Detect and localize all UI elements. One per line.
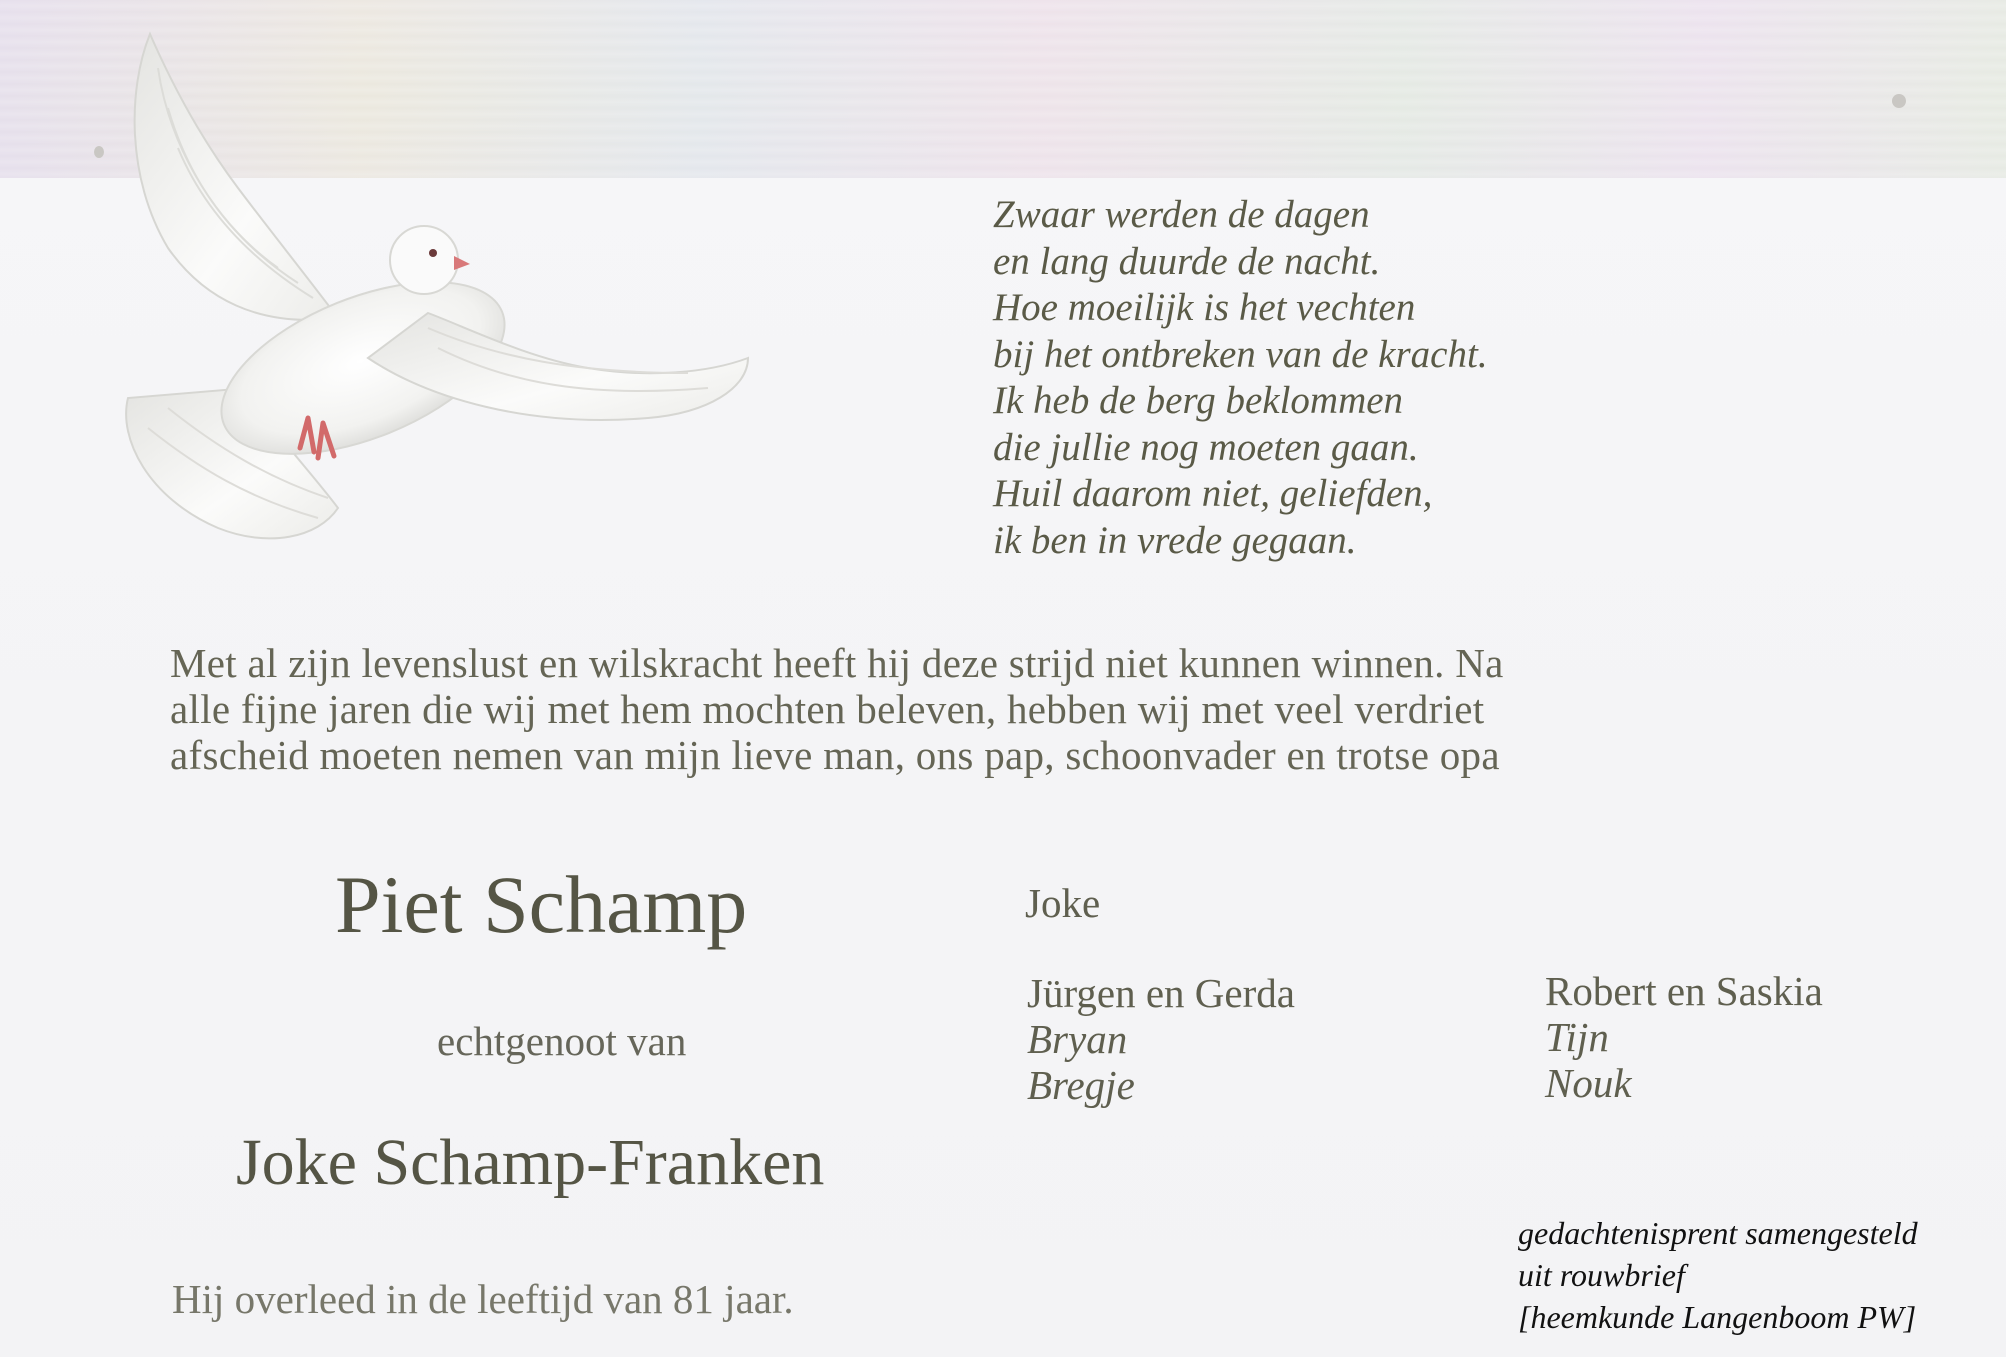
family-child: Tijn [1545, 1014, 1609, 1060]
family-child: Bregje [1027, 1062, 1135, 1108]
poem-line: die jullie nog moeten gaan. [993, 425, 1419, 469]
note-line: [heemkunde Langenboom PW] [1518, 1299, 1917, 1335]
relation-label: echtgenoot van [437, 1018, 687, 1064]
poem-line: en lang duurde de nacht. [993, 239, 1381, 283]
decorative-dot [1892, 94, 1906, 108]
note-line: gedachtenisprent samengesteld [1518, 1215, 1918, 1251]
note-line: uit rouwbrief [1518, 1257, 1685, 1293]
poem-line: Hoe moeilijk is het vechten [993, 286, 1416, 329]
family-child: Nouk [1545, 1060, 1632, 1106]
poem-line: ik ben in vrede gegaan. [993, 518, 1357, 562]
family-group [1027, 970, 1295, 1108]
intro-line: alle fijne jaren die wij met hem mochten beleven, hebben wij met veel verdriet [170, 686, 1485, 732]
age-statement: Hij overleed in de leeftijd van 81 jaar. [172, 1276, 794, 1322]
family-parents: Robert en Saskia [1545, 968, 1823, 1014]
family-group [1545, 968, 1823, 1106]
family-widow: Joke [1025, 880, 1101, 926]
spouse-name: Joke Schamp-Franken [236, 1126, 825, 1199]
poem [993, 192, 1693, 564]
family-child: Bryan [1027, 1016, 1128, 1062]
poem-line: Huil daarom niet, geliefden, [993, 472, 1433, 515]
poem-line: Ik heb de berg beklommen [993, 379, 1404, 422]
poem-line: bij het ontbreken van de kracht. [993, 332, 1488, 376]
decorative-dot [94, 146, 104, 158]
intro-line: afscheid moeten nemen van mijn lieve man, ons pap, schoonvader en trotse opa [170, 732, 1500, 778]
intro-paragraph [170, 640, 1870, 778]
white-dove-icon [108, 28, 768, 548]
family-parents: Jürgen en Gerda [1027, 970, 1295, 1016]
source-note [1518, 1212, 1918, 1338]
intro-line: Met al zijn levenslust en wilskracht heeft hij deze strijd niet kunnen winnen. Na [170, 640, 1504, 686]
poem-line: Zwaar werden de dagen [993, 193, 1370, 236]
deceased-name: Piet Schamp [335, 859, 748, 950]
